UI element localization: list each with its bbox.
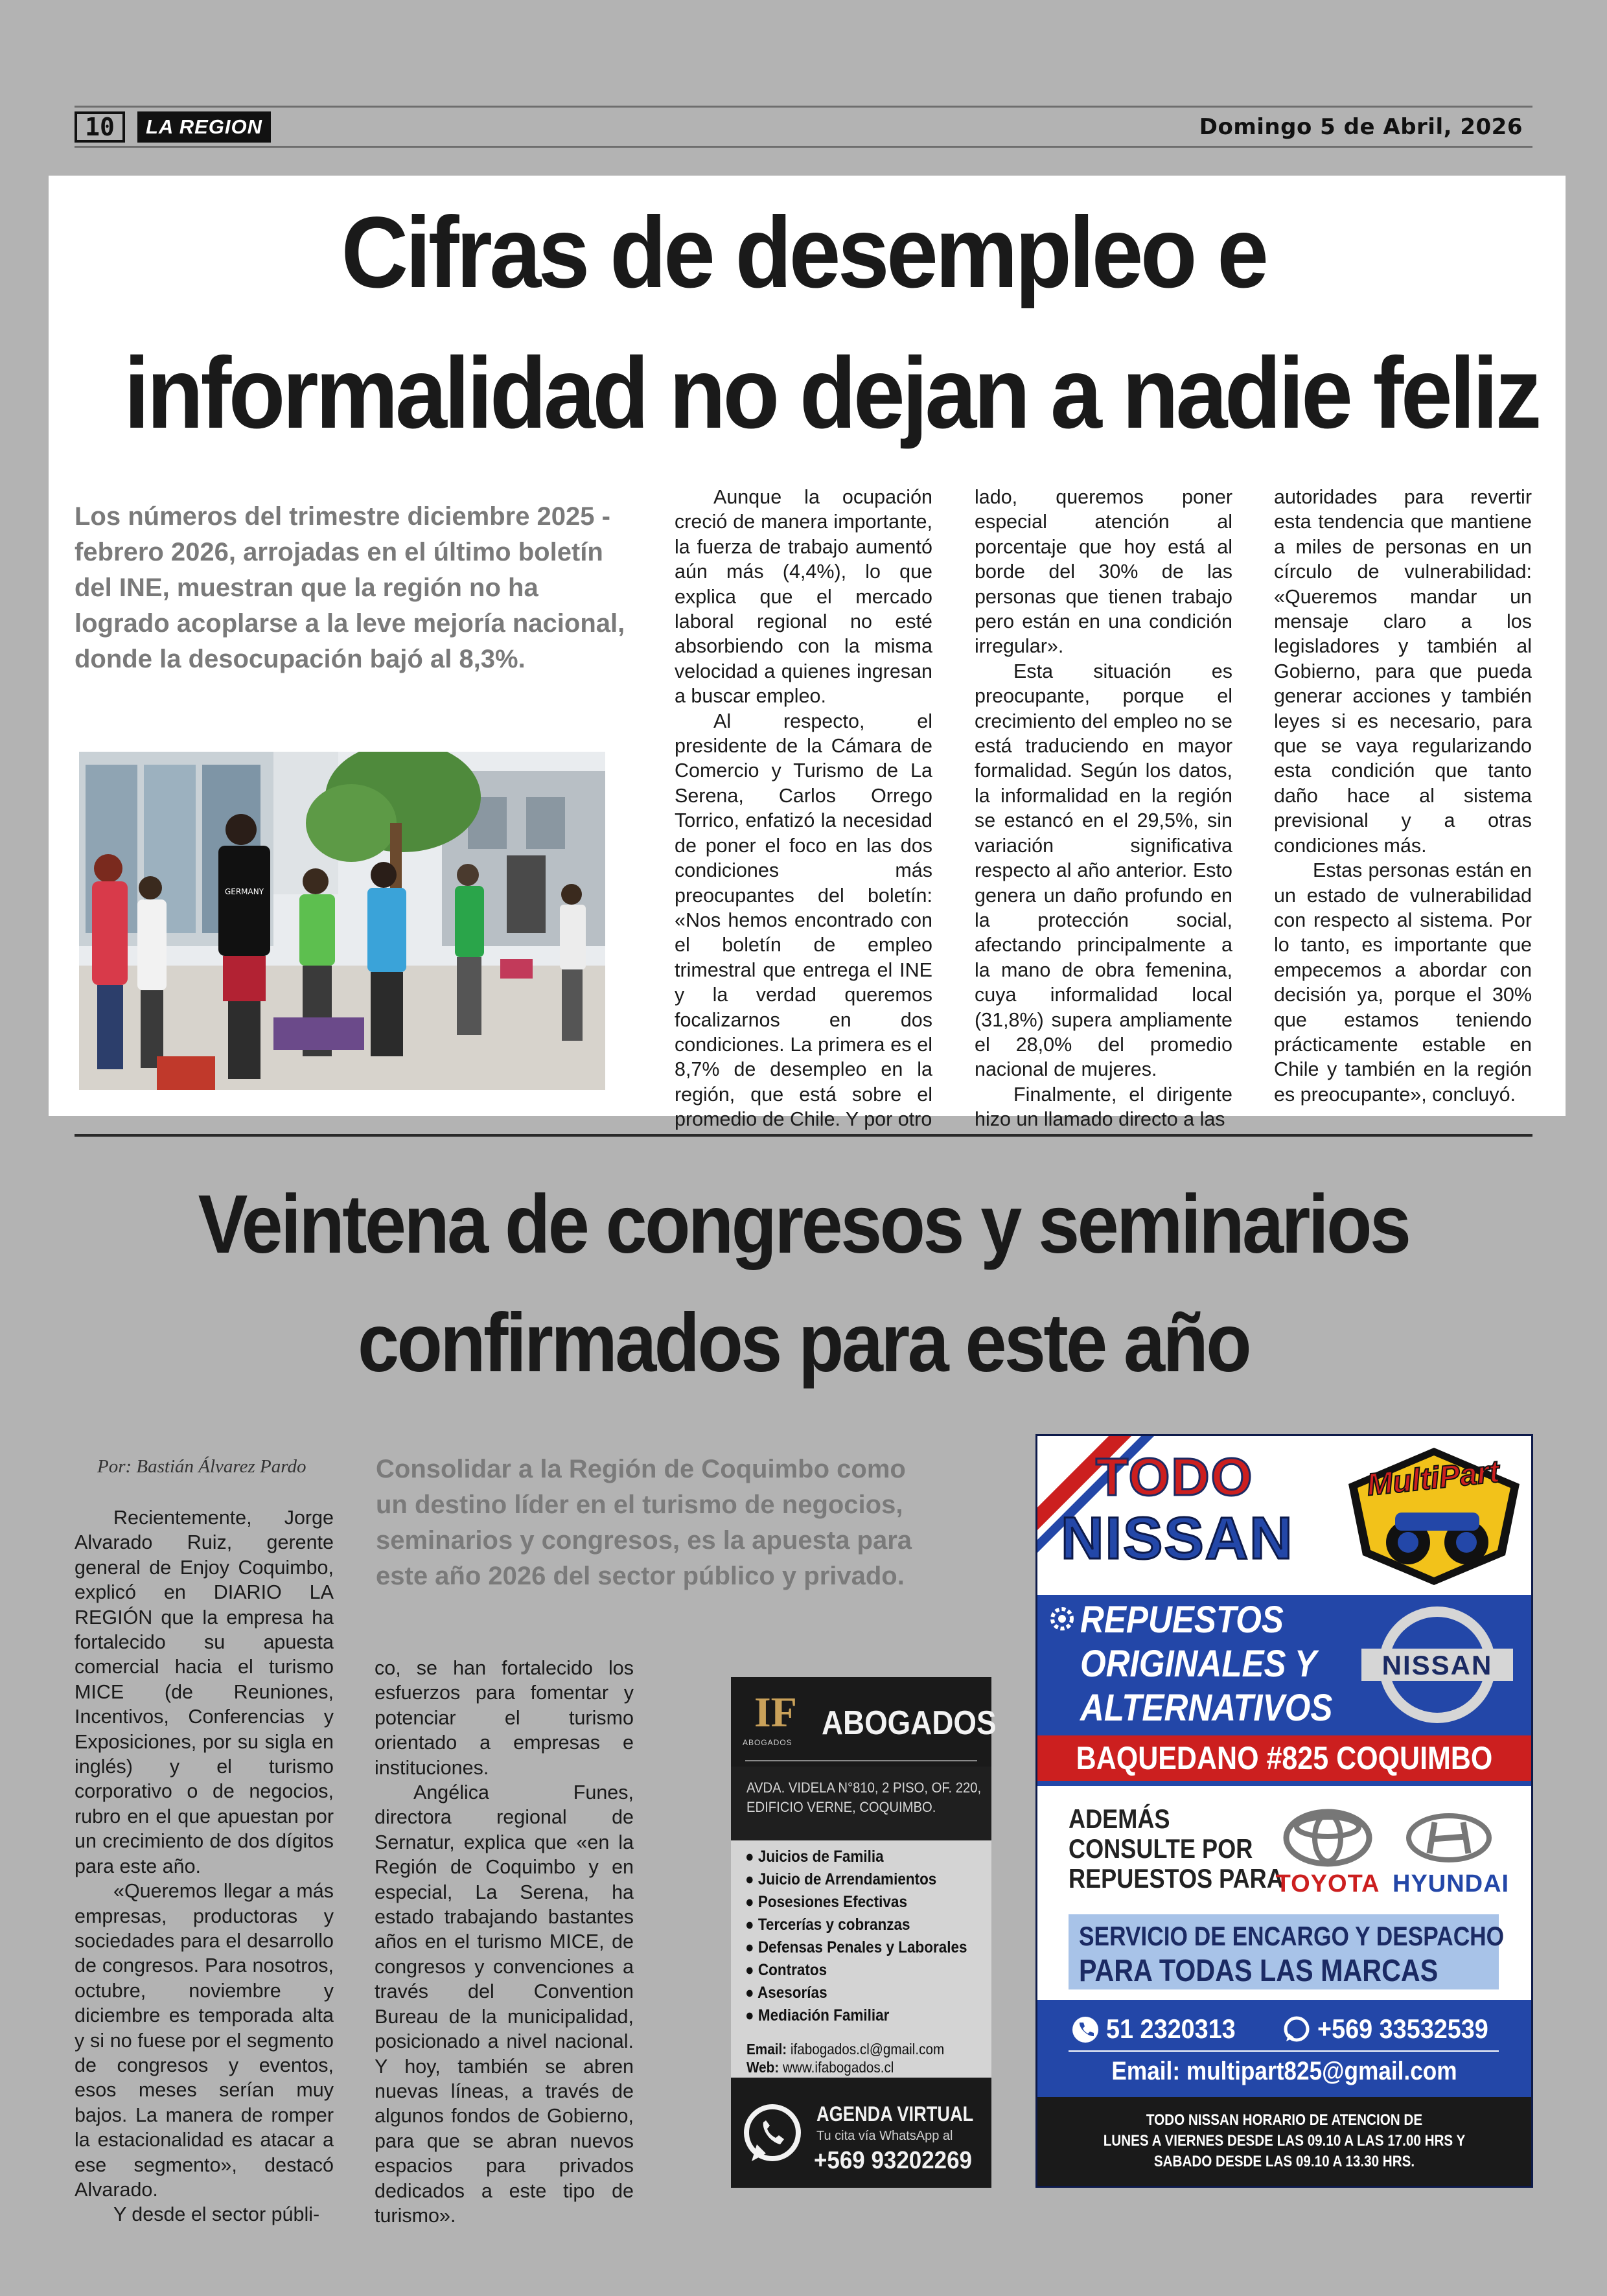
page-number: 10 (75, 111, 125, 143)
article-1-photo (79, 752, 605, 1090)
repuestos-line-2: ORIGINALES Y (1080, 1643, 1317, 1685)
abogados-web[interactable]: www.ifabogados.cl (782, 2059, 894, 2076)
article-2-title-line-1: Veintena de congresos y seminarios (198, 1178, 1409, 1271)
ademas-line-1: ADEMÁS (1069, 1803, 1170, 1834)
article-2-col1-para-3: Y desde el sector públi- (113, 2203, 320, 2226)
service-item: ● Juicio de Arrendamientos (745, 1870, 937, 1888)
hyundai-text: HYUNDAI (1393, 1870, 1510, 1897)
abogados-address-line-1: AVDA. VIDELA N°810, 2 PISO, OF. 220, (746, 1780, 982, 1796)
abogados-web-line: Web: www.ifabogados.cl (746, 2059, 894, 2076)
nissan-badge-text: NISSAN (1382, 1650, 1493, 1680)
multipart-phone-2[interactable]: +569 33532539 (1317, 2013, 1488, 2044)
abogados-logo-small: ABOGADOS (743, 1738, 792, 1747)
abogados-ad (731, 1677, 997, 2188)
article-2-byline: Por: Bastián Álvarez Pardo (97, 1456, 306, 1477)
repuestos-line-3: ALTERNATIVOS (1080, 1687, 1333, 1729)
ademas-line-3: REPUESTOS PARA (1069, 1863, 1284, 1894)
service-item: ● Tercerías y cobranzas (745, 1916, 910, 1934)
article-2-title-line-2: confirmados para este año (357, 1297, 1250, 1389)
contact-divider (1069, 2050, 1499, 2052)
abogados-address-line-2: EDIFICIO VERNE, COQUIMBO. (746, 1799, 936, 1815)
header-bottom-rule (75, 146, 1532, 148)
agenda-virtual-title: AGENDA VIRTUAL (816, 2102, 974, 2126)
todo-text: TODO (1096, 1448, 1254, 1507)
article-1-column-2 (975, 485, 1232, 1132)
article-1-column-1 (675, 485, 932, 1132)
article-1-col1-para-1: Aunque la ocupación creció de manera importante, la fuerza de trabajo aumentó aún más (4,4%), lo que explica que el mercado laboral regional no esté absorbiendo con la misma velocidad a quienes ingresan a buscar empleo. (675, 486, 932, 708)
article-1-title-line-1: Cifras de desempleo e (341, 196, 1266, 309)
article-1-col1-para-2: Al respecto, el presidente de la Cámara de Comercio y Turismo de La Serena, Carlos Orrego Torrico, enfatizó la necesidad de poner el foco en las dos condiciones más preocupantes del boletín: «Nos hemos encontrado con el boletín de empleo trimestral que entrega el INE y la verdad queremos focalizarnos en dos condiciones. La primera es el 8,7% de desempleo en la región, que está sobre el promedio de Chile. Y por otro (675, 710, 932, 1131)
article-2-column-2 (375, 1656, 634, 2228)
multipart-ad (1035, 1434, 1533, 2188)
article-2-col2-para-1: co, se han fortalecido los esfuerzos para fomentar y potenciar el turismo orientado a empresas e instituciones. (375, 1657, 634, 1779)
article-1-lead: Los números del trimestre diciembre 2025 - febrero 2026, arrojadas en el último boletín del INE, muestran que la región no ha logrado acoplarse a la leve mejoría nacional, donde la desocupación bajó al 8,3%. (75, 502, 625, 673)
service-item: ● Juicios de Familia (745, 1848, 884, 1866)
abogados-title: ABOGADOS (822, 1704, 997, 1742)
header-top-rule (75, 106, 1532, 108)
street-scene-illustration (79, 752, 605, 1090)
nissan-big-text: NISSAN (1061, 1505, 1294, 1571)
agenda-virtual-phone[interactable]: +569 93202269 (814, 2147, 973, 2174)
service-item: ● Asesorías (745, 1984, 827, 2002)
agenda-virtual-subtitle: Tu cita vía WhatsApp al (816, 2129, 953, 2143)
servicio-line-1: SERVICIO DE ENCARGO Y DESPACHO (1079, 1921, 1505, 1951)
service-item: ● Mediación Familiar (745, 2006, 890, 2024)
multipart-logo-text: MultiPart (1365, 1454, 1501, 1503)
photo-shirt-text: GERMANY (224, 887, 264, 896)
multipart-phone-1[interactable]: 51 2320313 (1106, 2013, 1236, 2044)
abogados-header-rule (745, 1760, 977, 1761)
ademas-line-2: CONSULTE POR (1069, 1833, 1253, 1864)
section-divider (75, 1134, 1532, 1137)
abogados-email-line: Email: ifabogados.cl@gmail.com (746, 2041, 945, 2058)
paper-name: LA REGION (137, 111, 271, 143)
article-1-col2-para-2: Esta situación es preocupante, porque el crecimiento del empleo no se está traduciendo en mayor formalidad. Según los datos, la informalidad en la región se estancó en el 29,5%, sin variación significativa respecto al año anterior. Esto genera un daño profundo en la protección social, afectando principalmente a la mano de obra femenina, cuya informalidad local (31,8%) supera ampliamente el 28,0% del promedio nacional de mujeres. (975, 660, 1232, 1081)
article-1-col2-para-3: Finalmente, el dirigente hizo un llamado directo a las (975, 1083, 1232, 1131)
abogados-logo-letters: IF (754, 1689, 797, 1736)
whatsapp-icon (1282, 2015, 1311, 2044)
article-2-col2-para-2: Angélica Funes, directora regional de Sernatur, explica que «en la Región de Coquimbo y en especial, La Serena, ha estado trabajando bastantes años en el turismo MICE, de congresos y convenciones a través del Convention Bureau de la municipalidad, posicionado a nivel nacional. Y hoy, también se abren nuevas líneas, a través de algunos fondos de Gobierno, para que se abran nuevos espacios para privados dedicados a este tipo de turismo». (375, 1781, 634, 2227)
article-1-col3-para-2: Estas personas están en un estado de vulnerabilidad con respecto al sistema. Por lo tanto, es importante que empecemos a abordar con decisión ya, porque el 30% que estamos teniendo prácticamente estable en Chile y también en la región es preocupante», concluyó. (1274, 859, 1532, 1106)
abogados-email[interactable]: ifabogados.cl@gmail.com (790, 2041, 945, 2058)
article-2-col1-para-2: «Queremos llegar a más empresas, productoras y sociedades para el desarrollo de congresos. Para nosotros, octubre, noviembre y diciembre es temporada alta y si no fuese por el segmento de congresos y eventos, esos meses serían muy bajos. La manera de romper la estacionalidad es atacar a ese segmento», destacó Alvarado. (75, 1880, 334, 2201)
hours-line-3: SABADO DESDE LAS 09.10 A 13.30 HRS. (1153, 2153, 1415, 2170)
hyundai-logo-icon (1404, 1812, 1494, 1864)
hours-line-1: TODO NISSAN HORARIO DE ATENCION DE (1146, 2111, 1423, 2129)
phone-icon (1071, 2015, 1100, 2044)
multipart-address: BAQUEDANO #825 COQUIMBO (1076, 1740, 1493, 1776)
servicio-line-2: PARA TODAS LAS MARCAS (1079, 1954, 1439, 1988)
article-1-column-3 (1274, 485, 1532, 1107)
page-date: Domingo 5 de Abril, 2026 (1199, 114, 1523, 140)
hours-line-2: LUNES A VIERNES DESDE LAS 09.10 A LAS 17.00 HRS Y (1103, 2132, 1466, 2150)
abogados-services-list (745, 1846, 985, 2027)
whatsapp-icon (740, 2102, 805, 2166)
article-1-col2-para-1: lado, queremos poner especial atención al porcentaje que hoy está al borde del 30% de las personas que tienen trabajo pero están en una condición irregular». (975, 486, 1232, 658)
service-item: ● Contratos (745, 1961, 827, 1979)
service-item: ● Defensas Penales y Laborales (745, 1938, 967, 1956)
service-item: ● Posesiones Efectivas (745, 1893, 907, 1911)
repuestos-line-1: REPUESTOS (1080, 1599, 1284, 1641)
toyota-logo-icon (1282, 1809, 1373, 1867)
toyota-text: TOYOTA (1275, 1870, 1380, 1897)
article-1-title-line-2: informalidad no dejan a nadie feliz (124, 337, 1539, 450)
article-1-col3-para-1: autoridades para revertir esta tendencia que mantiene a miles de personas en un círculo de vulnerabilidad: «Queremos mandar un mensaje claro a los legisladores y también al Gobierno, para que pueda generar acciones y también leyes si es necesario, para que se vaya regularizando esta condición que tanto daño hace al sistema previsional y a otras condiciones más. (1274, 486, 1532, 857)
article-2-column-1 (75, 1505, 334, 2227)
gear-icon (1049, 1606, 1075, 1632)
article-2-lead: Consolidar a la Región de Coquimbo como un destino líder en el turismo de negocios, seminarios y congresos, es la apuesta para este año 2026 del sector público y privado. (376, 1455, 912, 1590)
article-2-col1-para-1: Recientemente, Jorge Alvarado Ruiz, gerente general de Enjoy Coquimbo, explicó en DIARIO LA REGIÓN que la empresa ha fortalecido su apuesta comercial hacia el turismo MICE (de Reuniones, Incentivos, Conferencias y Exposiciones, por su sigla en inglés) y el turismo corporativo o de negocios, rubro en el que apuestan por un crecimiento de dos dígitos para este año. (75, 1507, 334, 1877)
multipart-email[interactable]: Email: multipart825@gmail.com (1111, 2057, 1457, 2085)
